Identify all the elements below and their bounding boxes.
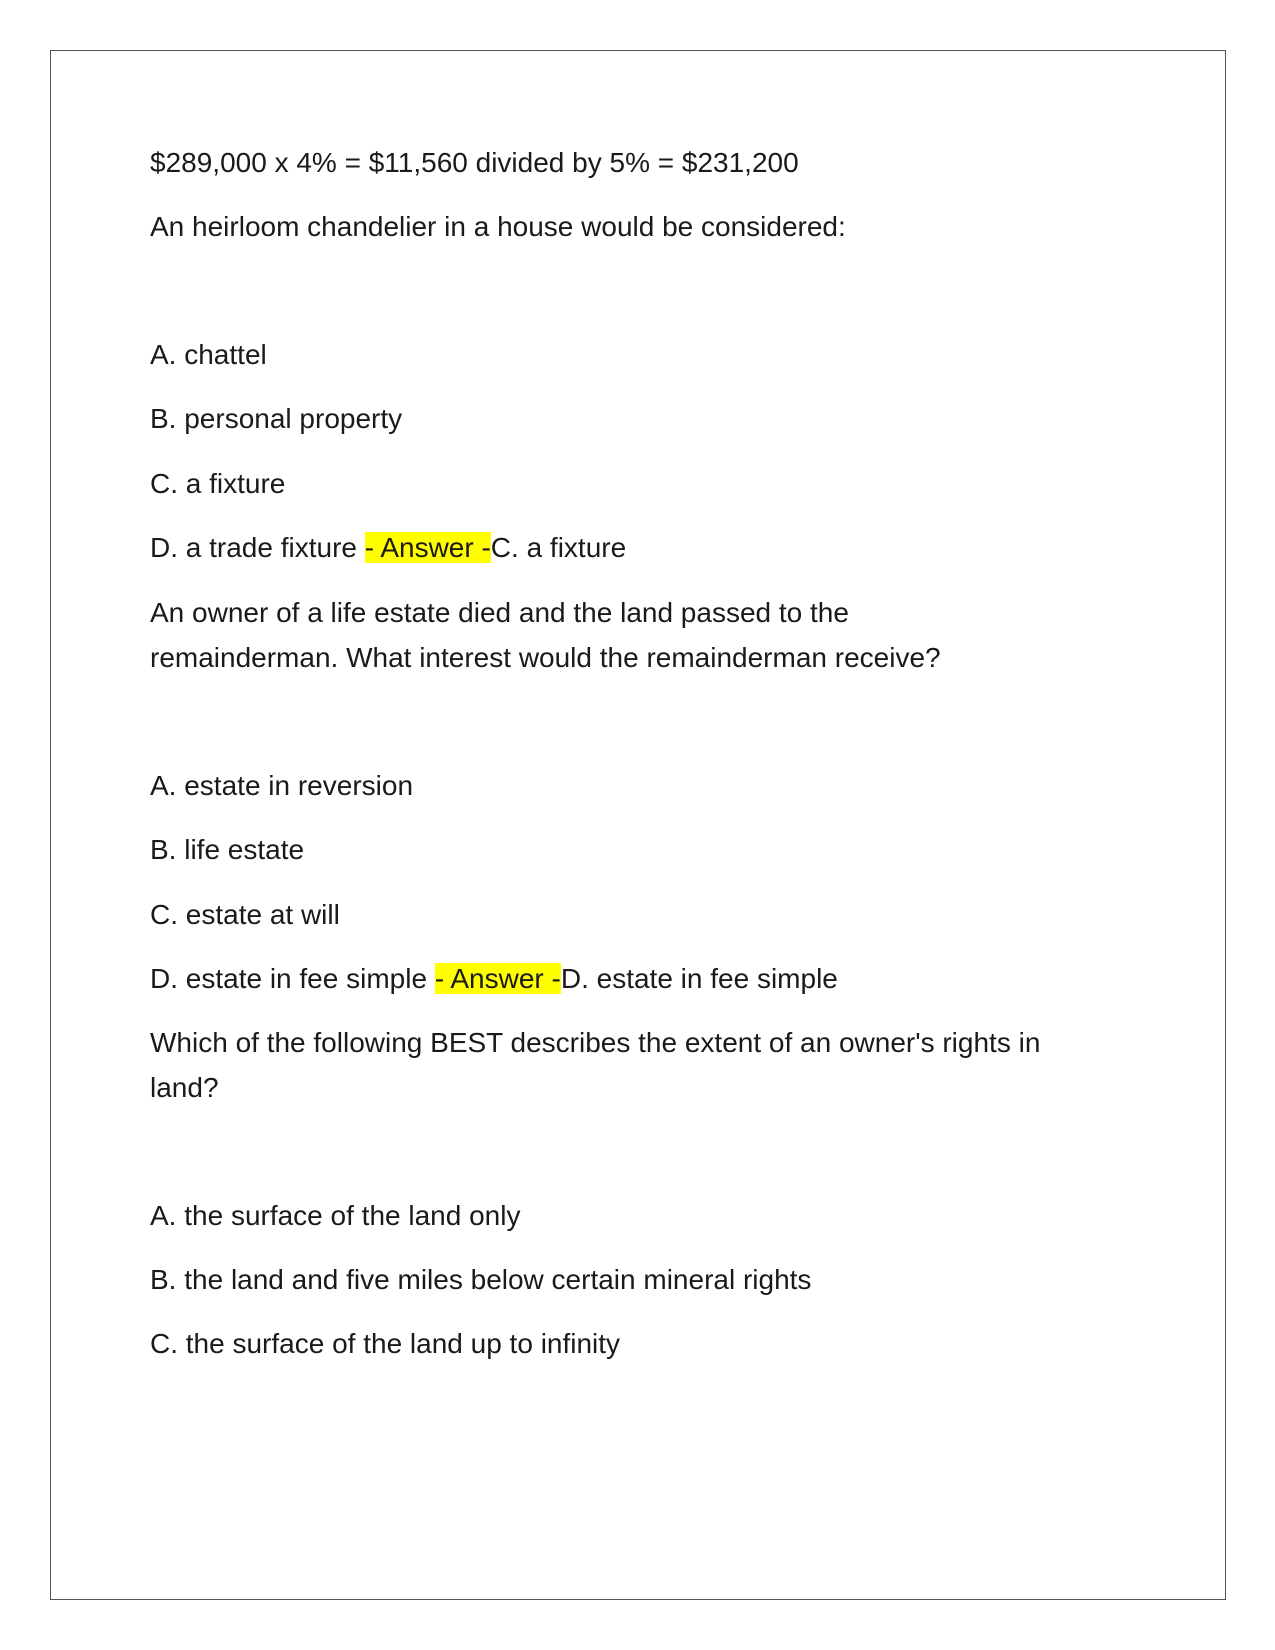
q2-answer-marker: - Answer - [434, 963, 561, 994]
q2-option-a: A. estate in reversion [150, 770, 414, 801]
formula-line: $289,000 x 4% = $11,560 divided by 5% = $231,200 [150, 147, 799, 178]
q3-option-b: B. the land and five miles below certain mineral rights [150, 1264, 812, 1295]
q1-option-a: A. chattel [150, 339, 267, 370]
q1-option-c: C. a fixture [150, 468, 286, 499]
q2-answer: D. estate in fee simple [560, 963, 838, 994]
q2-option-b: B. life estate [150, 834, 305, 865]
q1-option-d: D. a trade fixture [150, 532, 365, 563]
q1-option-b: B. personal property [150, 403, 403, 434]
q1-option-d-with-answer [150, 525, 626, 571]
page-border [50, 50, 1226, 1600]
question-3-line-1: Which of the following BEST describes the extent of an owner's rights in [150, 1027, 1041, 1058]
question-2-line-1: An owner of a life estate died and the land passed to the [150, 597, 849, 628]
q2-option-d: D. estate in fee simple [150, 963, 435, 994]
question-1: An heirloom chandelier in a house would be considered: [150, 211, 846, 242]
q3-option-c: C. the surface of the land up to infinity [150, 1328, 621, 1359]
q2-option-d-with-answer [150, 956, 838, 1002]
q3-option-a: A. the surface of the land only [150, 1200, 521, 1231]
q1-answer-marker: - Answer - [364, 532, 491, 563]
question-2-line-2: remainderman. What interest would the remainderman receive? [150, 642, 941, 673]
q1-answer: C. a fixture [490, 532, 627, 563]
q2-option-c: C. estate at will [150, 899, 340, 930]
question-3-line-2: land? [150, 1072, 219, 1103]
